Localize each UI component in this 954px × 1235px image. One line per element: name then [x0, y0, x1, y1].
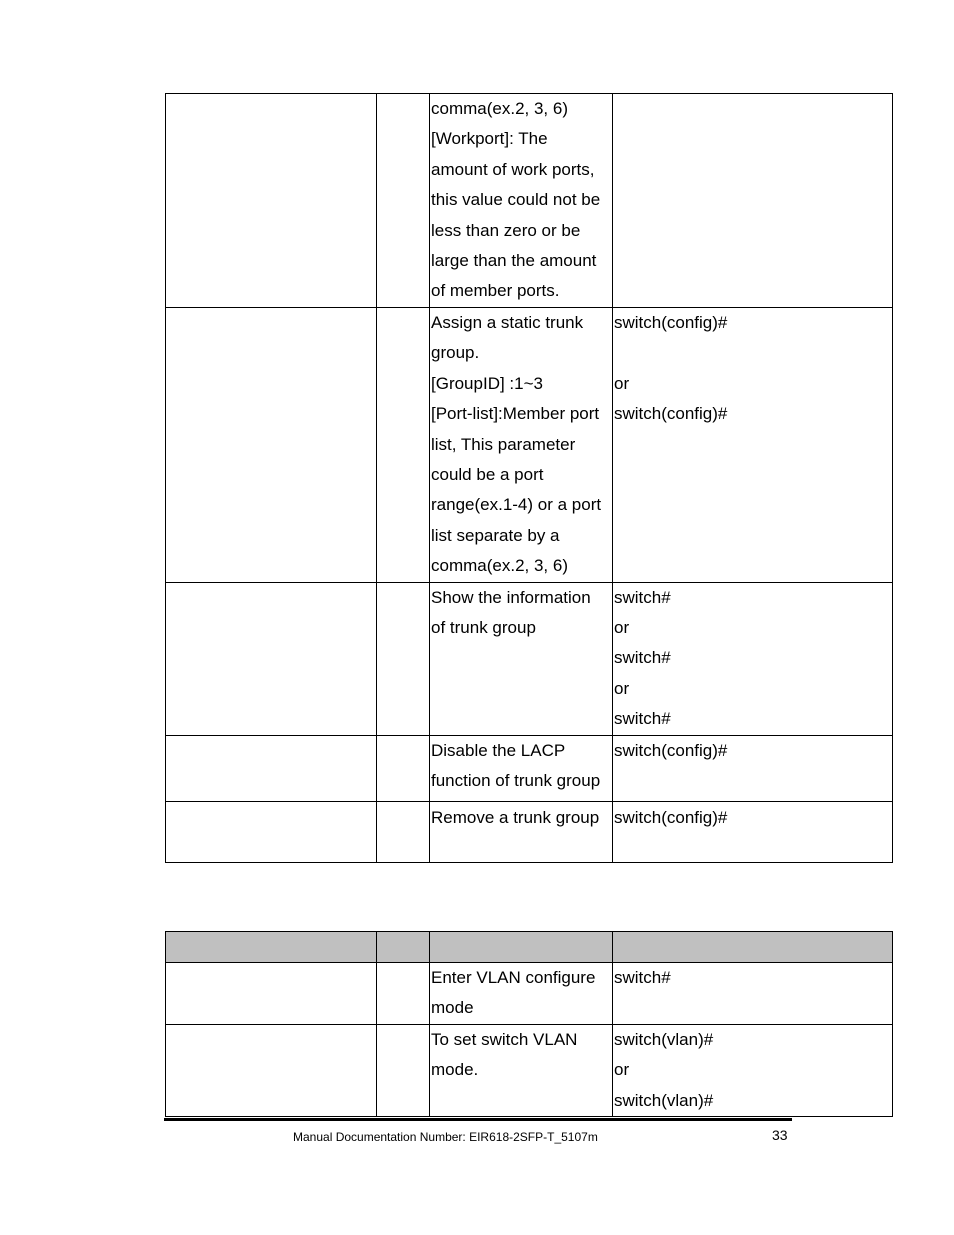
table-row [166, 963, 893, 1025]
parameter-cell [377, 582, 430, 735]
footer-doc-number: Manual Documentation Number: EIR618-2SFP-T_5107m [293, 1130, 598, 1144]
mode-cell: switch(vlan)# or switch(vlan)# [613, 1024, 893, 1116]
vlan-commands-table [165, 931, 893, 1117]
description-cell: Remove a trunk group [430, 801, 613, 862]
parameter-cell [377, 963, 430, 1025]
command-cell [166, 582, 377, 735]
parameter-cell [377, 94, 430, 308]
command-cell [166, 1024, 377, 1116]
header-cell [166, 932, 377, 963]
parameter-cell [377, 1024, 430, 1116]
description-cell: Enter VLAN configure mode [430, 963, 613, 1025]
table-row [166, 1024, 893, 1116]
command-cell [166, 308, 377, 583]
table-header-row [166, 932, 893, 963]
mode-cell: switch# or switch# or switch# [613, 582, 893, 735]
table-row [166, 735, 893, 801]
mode-cell: switch# [613, 963, 893, 1025]
command-cell [166, 735, 377, 801]
parameter-cell [377, 801, 430, 862]
table-row [166, 801, 893, 862]
parameter-cell [377, 308, 430, 583]
description-cell: To set switch VLAN mode. [430, 1024, 613, 1116]
command-cell [166, 94, 377, 308]
description-cell: comma(ex.2, 3, 6) [Workport]: The amount of work ports, this value could not be less than zero or be large than the amount of member ports. [430, 94, 613, 308]
page-number: 33 [772, 1127, 788, 1143]
description-cell: Assign a static trunk group. [GroupID] :1~3 [Port-list]:Member port list, This parameter could be a port range(ex.1-4) or a port list separate by a comma(ex.2, 3, 6) [430, 308, 613, 583]
trunk-commands-table [165, 93, 893, 863]
table-row [166, 582, 893, 735]
mode-cell: switch(config)# or switch(config)# [613, 308, 893, 583]
table-row [166, 94, 893, 308]
table-row [166, 308, 893, 583]
parameter-cell [377, 735, 430, 801]
header-cell [613, 932, 893, 963]
mode-cell [613, 94, 893, 308]
footer-divider [164, 1118, 792, 1121]
description-cell: Disable the LACP function of trunk group [430, 735, 613, 801]
header-cell [430, 932, 613, 963]
command-cell [166, 801, 377, 862]
mode-cell: switch(config)# [613, 735, 893, 801]
command-cell [166, 963, 377, 1025]
description-cell: Show the information of trunk group [430, 582, 613, 735]
mode-cell: switch(config)# [613, 801, 893, 862]
header-cell [377, 932, 430, 963]
